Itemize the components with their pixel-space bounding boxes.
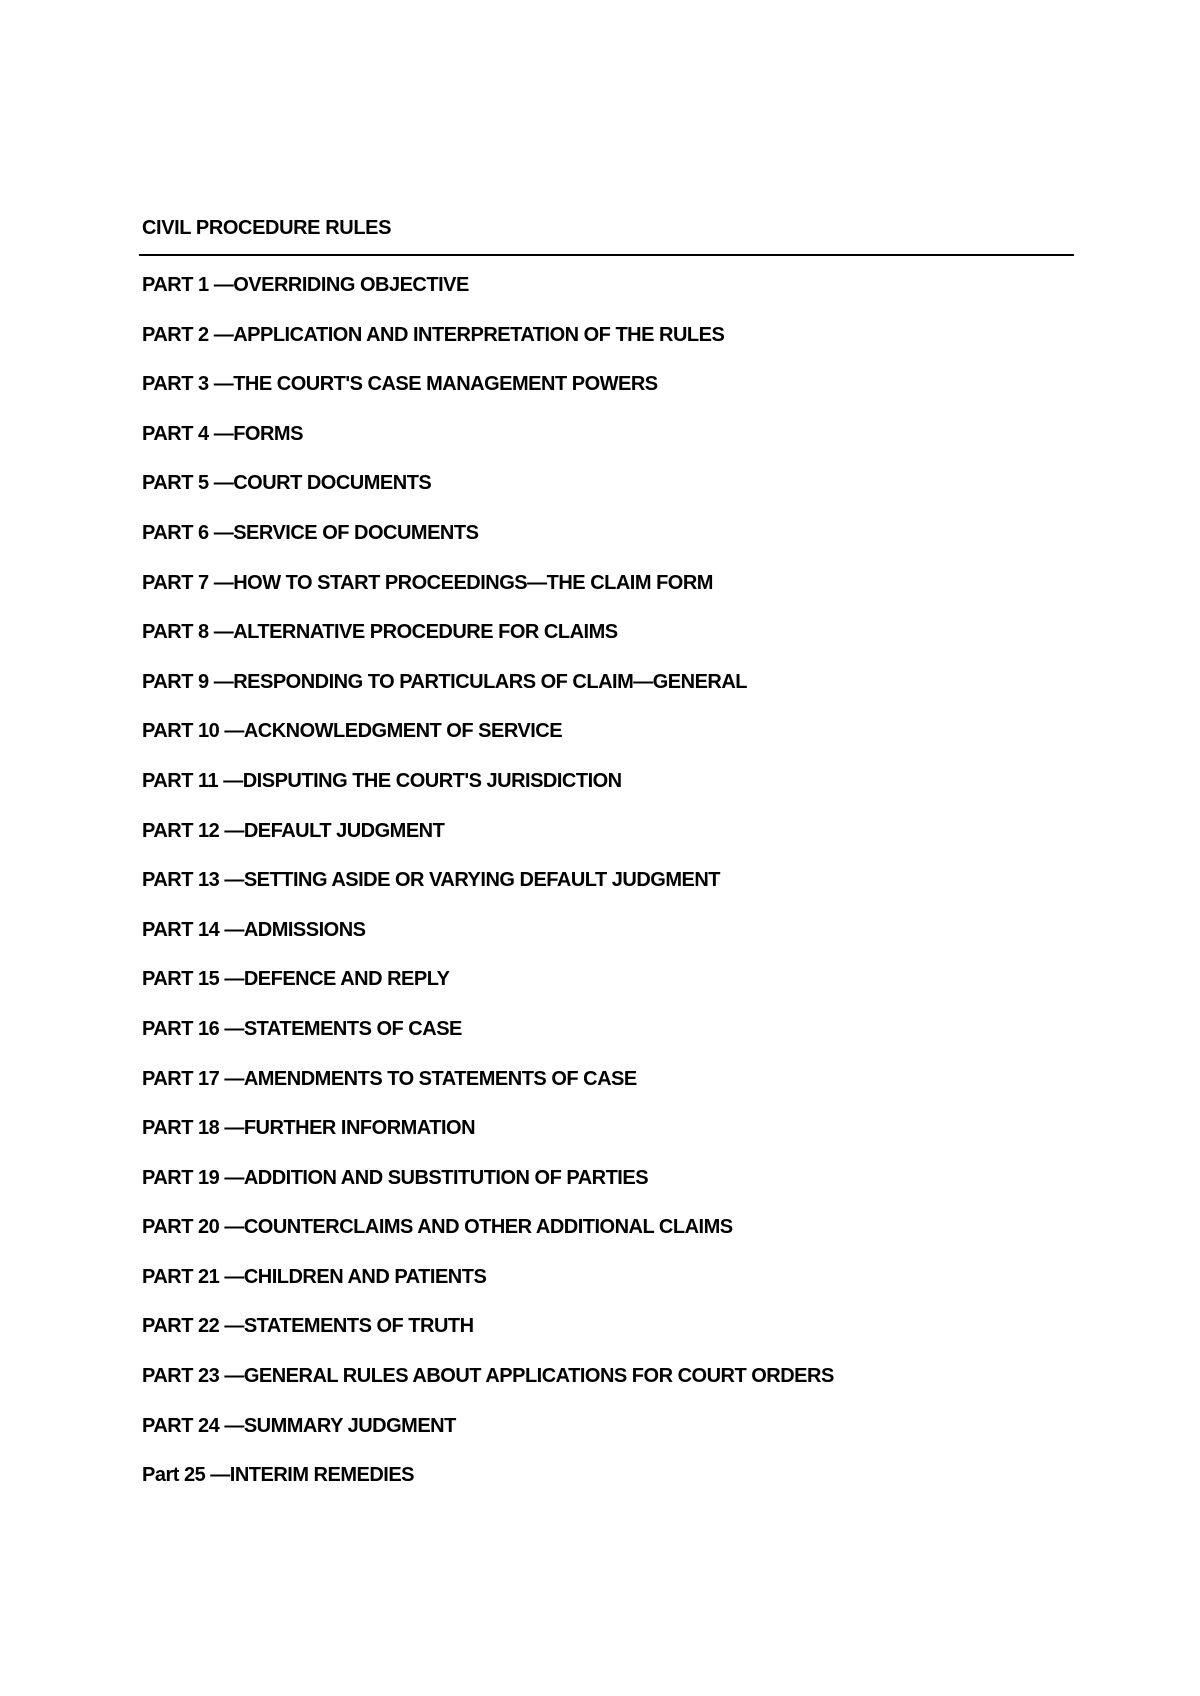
part-separator: — [208, 274, 234, 296]
part-title: SETTING ASIDE OR VARYING DEFAULT JUDGMENT [243, 869, 721, 892]
part-title: ADDITION AND SUBSTITUTION OF PARTIES [243, 1166, 649, 1189]
toc-entry[interactable] [142, 1462, 834, 1512]
part-number: PART 17 [142, 1067, 220, 1090]
part-separator: — [219, 869, 244, 892]
toc-entry[interactable] [142, 619, 834, 669]
document-heading: CIVIL PROCEDURE RULES [142, 217, 392, 239]
part-separator: — [219, 1166, 244, 1189]
part-separator: — [219, 1265, 244, 1288]
part-separator: — [208, 670, 234, 693]
part-number: PART 2 [142, 323, 209, 346]
toc-entry[interactable] [142, 768, 834, 818]
part-number: PART 14 [142, 918, 220, 941]
part-number: PART 20 [142, 1216, 220, 1239]
part-separator: — [219, 918, 244, 941]
part-separator: — [219, 1315, 244, 1338]
toc-entry[interactable] [142, 371, 834, 421]
part-separator: — [208, 373, 234, 396]
table-of-contents [142, 272, 834, 1512]
part-title: HOW TO START PROCEEDINGS—THE CLAIM FORM [233, 571, 713, 594]
part-number: PART 22 [142, 1315, 220, 1338]
toc-entry[interactable] [142, 669, 834, 719]
part-number: Part 25 [142, 1464, 206, 1487]
part-separator: — [219, 1017, 244, 1040]
part-number: PART 1 [142, 274, 209, 296]
part-separator: — [208, 472, 234, 495]
part-separator: — [208, 571, 234, 594]
part-separator: — [208, 521, 234, 544]
part-number: PART 16 [142, 1017, 220, 1040]
part-title: GENERAL RULES ABOUT APPLICATIONS FOR COURT ORDERS [243, 1365, 834, 1388]
part-number: PART 18 [142, 1117, 220, 1140]
toc-entry[interactable] [142, 917, 834, 967]
part-number: PART 12 [142, 819, 220, 842]
toc-entry[interactable] [142, 818, 834, 868]
part-title: AMENDMENTS TO STATEMENTS OF CASE [243, 1067, 637, 1090]
toc-entry[interactable] [142, 322, 834, 372]
toc-entry[interactable] [142, 1066, 834, 1116]
part-number: PART 13 [142, 869, 220, 892]
part-title: DEFENCE AND REPLY [243, 968, 450, 991]
part-title: COUNTERCLAIMS AND OTHER ADDITIONAL CLAIMS [243, 1216, 733, 1239]
part-separator: — [219, 720, 244, 743]
toc-entry[interactable] [142, 570, 834, 620]
part-title: INTERIM REMEDIES [229, 1464, 415, 1487]
part-number: PART 9 [142, 670, 209, 693]
part-title: APPLICATION AND INTERPRETATION OF THE RULES [233, 323, 725, 346]
part-separator: — [218, 769, 243, 792]
part-title: DEFAULT JUDGMENT [243, 819, 445, 842]
part-title: STATEMENTS OF TRUTH [243, 1315, 474, 1338]
part-title: THE COURT'S CASE MANAGEMENT POWERS [233, 373, 658, 396]
part-number: PART 5 [142, 472, 209, 495]
part-number: PART 23 [142, 1365, 220, 1388]
toc-entry[interactable] [142, 520, 834, 570]
toc-entry[interactable] [142, 1165, 834, 1215]
part-title: ALTERNATIVE PROCEDURE FOR CLAIMS [233, 621, 618, 644]
part-title: STATEMENTS OF CASE [243, 1017, 462, 1040]
heading-underline-rule [139, 254, 1074, 256]
part-separator: — [219, 1117, 244, 1140]
part-separator: — [219, 819, 244, 842]
toc-entry[interactable] [142, 1115, 834, 1165]
part-title: DISPUTING THE COURT'S JURISDICTION [242, 769, 622, 792]
part-number: PART 11 [142, 769, 219, 792]
part-separator: — [219, 1414, 244, 1437]
part-separator: — [205, 1464, 230, 1487]
part-title: RESPONDING TO PARTICULARS OF CLAIM—GENERAL [233, 670, 748, 693]
toc-entry[interactable] [142, 272, 834, 322]
part-title: ACKNOWLEDGMENT OF SERVICE [243, 720, 563, 743]
toc-entry[interactable] [142, 1313, 834, 1363]
part-title: FORMS [233, 422, 303, 445]
toc-entry[interactable] [142, 867, 834, 917]
toc-entry[interactable] [142, 1413, 834, 1463]
part-separator: — [219, 1216, 244, 1239]
part-number: PART 7 [142, 571, 209, 594]
part-title: ADMISSIONS [243, 918, 366, 941]
toc-entry[interactable] [142, 966, 834, 1016]
part-number: PART 15 [142, 968, 220, 991]
part-number: PART 4 [142, 422, 209, 445]
part-number: PART 6 [142, 521, 209, 544]
toc-entry[interactable] [142, 1264, 834, 1314]
part-number: PART 19 [142, 1166, 220, 1189]
part-title: FURTHER INFORMATION [243, 1117, 476, 1140]
part-separator: — [219, 968, 244, 991]
toc-entry[interactable] [142, 1214, 834, 1264]
toc-entry[interactable] [142, 1363, 834, 1413]
toc-entry[interactable] [142, 421, 834, 471]
part-separator: — [219, 1067, 244, 1090]
part-separator: — [219, 1365, 244, 1388]
part-number: PART 21 [142, 1265, 220, 1288]
part-title: COURT DOCUMENTS [233, 472, 432, 495]
part-title: SUMMARY JUDGMENT [243, 1414, 456, 1437]
part-number: PART 24 [142, 1414, 220, 1437]
part-separator: — [208, 422, 234, 445]
part-title: OVERRIDING OBJECTIVE [233, 274, 469, 296]
part-title: SERVICE OF DOCUMENTS [233, 521, 479, 544]
part-number: PART 3 [142, 373, 209, 396]
toc-entry[interactable] [142, 718, 834, 768]
part-separator: — [208, 323, 234, 346]
part-number: PART 8 [142, 621, 209, 644]
part-number: PART 10 [142, 720, 220, 743]
toc-entry[interactable] [142, 1016, 834, 1066]
part-separator: — [208, 621, 234, 644]
toc-entry[interactable] [142, 470, 834, 520]
part-title: CHILDREN AND PATIENTS [243, 1265, 487, 1288]
